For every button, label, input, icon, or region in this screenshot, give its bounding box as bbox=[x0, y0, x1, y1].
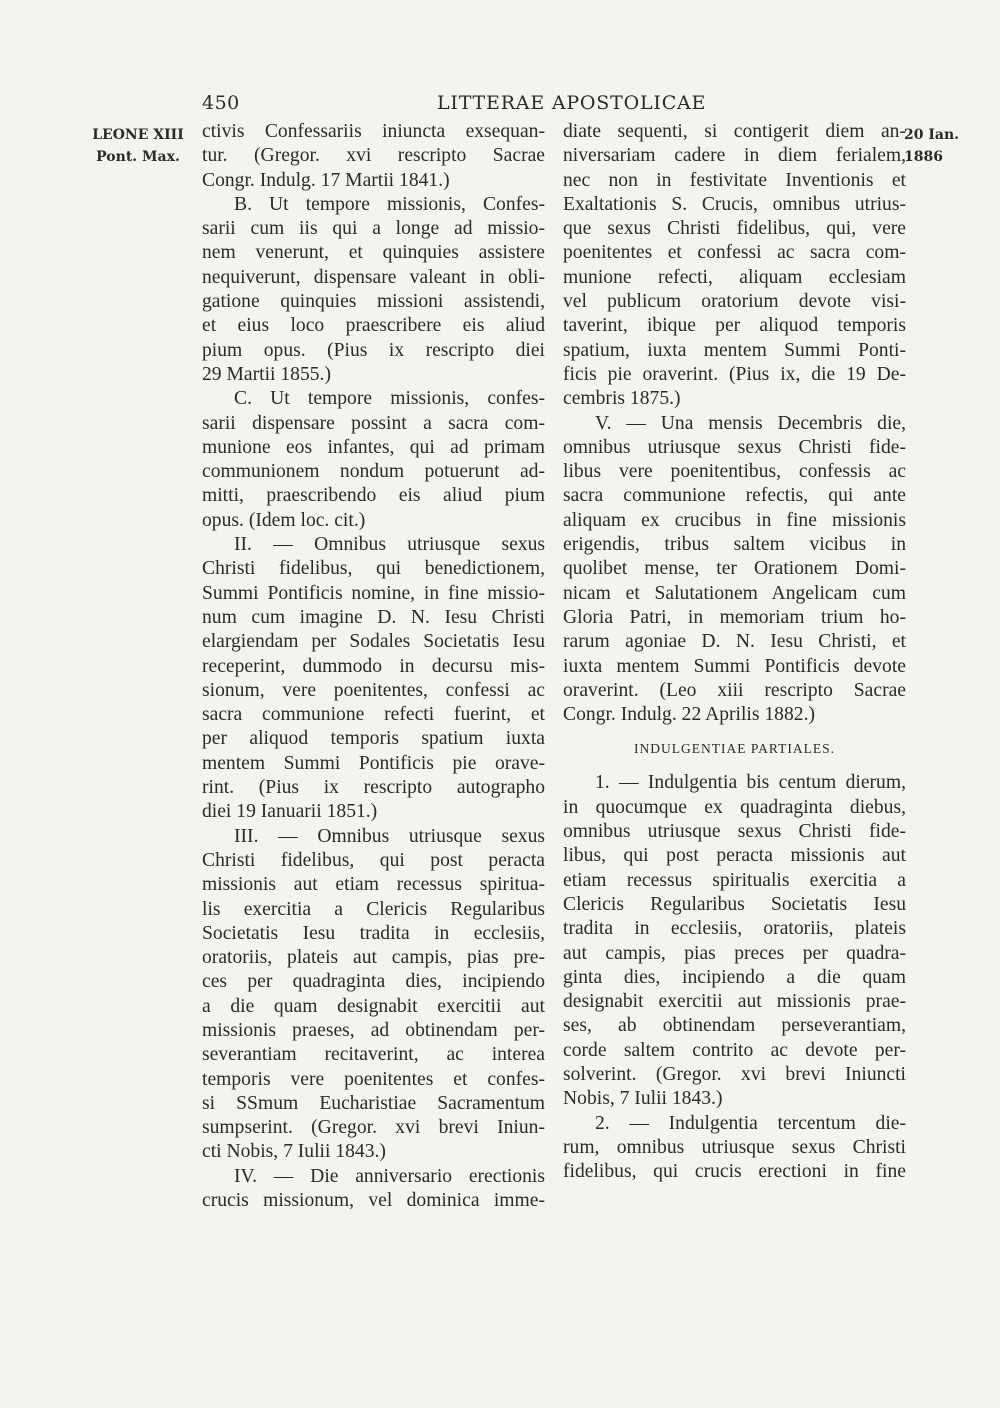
right-column-line: nec non in festivitate Inventionis et bbox=[563, 169, 906, 191]
right-column-line: ficis pie oraverint. (Pius ix, die 19 De- bbox=[563, 363, 906, 385]
right-column-line: ses, ab obtinendam perseverantiam, bbox=[563, 1015, 906, 1037]
right-column-line: sacra communione refectis, qui ante bbox=[563, 485, 906, 507]
right-column-line: ginta dies, incipiendo a die quam bbox=[563, 966, 906, 988]
running-title: LITTERAE APOSTOLICAE bbox=[437, 92, 707, 114]
left-column-line: cti Nobis, 7 Iulii 1843.) bbox=[202, 1141, 386, 1163]
right-column-line: etiam recessus spiritualis exercitia a bbox=[563, 869, 906, 891]
left-column-line: communionem nondum potuerunt ad- bbox=[202, 461, 545, 483]
left-column-line: per aliquod temporis spatium iuxta bbox=[202, 728, 545, 750]
left-column-line: nem venerunt, et quinquies assistere bbox=[202, 242, 545, 264]
left-column-line: rint. (Pius ix rescripto autographo bbox=[202, 777, 545, 799]
left-column-line: Congr. Indulg. 17 Martii 1841.) bbox=[202, 169, 450, 191]
right-column-line: rum, omnibus utriusque sexus Christi bbox=[563, 1136, 906, 1158]
left-column-line: sumpserint. (Gregor. xvi brevi Iniun- bbox=[202, 1117, 545, 1139]
right-column-line: 1. — Indulgentia bis centum dierum, bbox=[595, 772, 906, 794]
left-column-line: opus. (Idem loc. cit.) bbox=[202, 509, 366, 531]
left-column-line: Christi fidelibus, qui post peracta bbox=[202, 849, 545, 871]
right-column-line: spatium, iuxta mentem Summi Ponti- bbox=[563, 339, 906, 361]
right-column-line: que sexus Christi fidelibus, qui, vere bbox=[563, 218, 906, 240]
left-column-line: severantiam recitaverint, ac interea bbox=[202, 1044, 545, 1066]
left-column-line: sarii cum iis qui a longe ad missio- bbox=[202, 218, 545, 240]
left-column-line: mentem Summi Pontificis pie orave- bbox=[202, 752, 545, 774]
left-column bbox=[202, 120, 545, 1213]
left-column-line: diei 19 Ianuarii 1851.) bbox=[202, 801, 378, 823]
right-column-line: rarum agoniae D. N. Iesu Christi, et bbox=[563, 631, 906, 653]
left-column-line: B. Ut tempore missionis, Confes- bbox=[234, 193, 545, 215]
right-column-line: taverint, ibique per aliquod temporis bbox=[563, 315, 906, 337]
right-column-line: fidelibus, qui crucis erectioni in fine bbox=[563, 1161, 906, 1183]
margin-note-left bbox=[88, 124, 188, 168]
right-column-line: quolibet mense, ter Orationem Domi- bbox=[563, 558, 906, 580]
left-column-line: Societatis Iesu tradita in ecclesiis, bbox=[202, 922, 545, 944]
left-column-line: temporis vere poenitentes et confes- bbox=[202, 1068, 545, 1090]
right-column-line: vel publicum oratorium devote visi- bbox=[563, 291, 906, 313]
left-column-line: nequiverunt, dispensare valeant in obli- bbox=[202, 266, 545, 288]
right-column-line: Exaltationis S. Crucis, omnibus utrius- bbox=[563, 193, 906, 215]
right-column-line: Congr. Indulg. 22 Aprilis 1882.) bbox=[563, 704, 816, 726]
right-column-line: solverint. (Gregor. xvi brevi Iniuncti bbox=[563, 1063, 906, 1085]
right-column-line: libus, qui post peracta missionis aut bbox=[563, 845, 906, 867]
margin-note-left-line-1: LEONE XIII bbox=[92, 127, 184, 143]
left-column-line: II. — Omnibus utriusque sexus bbox=[234, 534, 545, 556]
right-column-line: erigendis, tribus saltem vicibus in bbox=[563, 534, 906, 556]
left-column-line: receperint, dummodo in decursu mis- bbox=[202, 655, 545, 677]
left-column-line: crucis missionum, vel dominica imme- bbox=[202, 1190, 545, 1212]
right-column-line: niversariam cadere in diem ferialem, bbox=[563, 145, 906, 167]
right-column-line: INDULGENTIAE PARTIALES. bbox=[634, 741, 835, 757]
left-column-line: 29 Martii 1855.) bbox=[202, 363, 331, 385]
left-column-line: oratoriis, plateis aut campis, pias pre- bbox=[202, 947, 545, 969]
left-column-line: gatione quinquies missioni assistendi, bbox=[202, 291, 545, 313]
right-column bbox=[563, 120, 906, 1184]
left-column-line: C. Ut tempore missionis, confes- bbox=[234, 388, 545, 410]
left-column-line: missionis praeses, ad obtinendam per- bbox=[202, 1019, 545, 1041]
margin-note-date: 20 Ian. 1886 bbox=[904, 127, 960, 165]
right-column-line: Gloria Patri, in memoriam trium ho- bbox=[563, 606, 906, 628]
right-column-line: V. — Una mensis Decembris die, bbox=[595, 412, 906, 434]
left-column-line: et eius loco praescribere eis aliud bbox=[202, 315, 545, 337]
left-column-line: ces per quadraginta dies, incipiendo bbox=[202, 971, 545, 993]
right-column-line: diate sequenti, si contigerit diem an- bbox=[563, 121, 906, 142]
right-column-line: omnibus utriusque sexus Christi fide- bbox=[563, 436, 906, 458]
right-column-line: munione refecti, aliquam ecclesiam bbox=[563, 266, 906, 288]
left-column-line: munione eos infantes, qui ad primam bbox=[202, 436, 545, 458]
right-column-line: cembris 1875.) bbox=[563, 388, 681, 410]
left-column-line: tur. (Gregor. xvi rescripto Sacrae bbox=[202, 145, 545, 167]
right-column-line: Clericis Regularibus Societatis Iesu bbox=[563, 893, 906, 915]
left-column-line: sionum, vere poenitentes, confessi ac bbox=[202, 679, 545, 701]
right-column-line: aliquam ex crucibus in fine missionis bbox=[563, 509, 906, 531]
right-column-line: libus vere poenitentibus, confessis ac bbox=[563, 461, 906, 483]
page-number: 450 bbox=[202, 92, 240, 114]
right-column-line: oraverint. (Leo xiii rescripto Sacrae bbox=[563, 679, 906, 701]
right-column-line: poenitentes et confessi ac sacra com- bbox=[563, 242, 906, 264]
left-column-line: IV. — Die anniversario erectionis bbox=[234, 1165, 545, 1187]
right-column-line: in quocumque ex quadraginta diebus, bbox=[563, 796, 906, 818]
right-column-line: corde saltem contrito ac devote per- bbox=[563, 1039, 906, 1061]
left-column-line: elargiendam per Sodales Societatis Iesu bbox=[202, 631, 545, 653]
left-column-line: sacra communione refecti fuerint, et bbox=[202, 704, 545, 726]
left-column-line: Christi fidelibus, qui benedictionem, bbox=[202, 558, 545, 580]
left-column-line: si SSmum Eucharistiae Sacramentum bbox=[202, 1092, 545, 1114]
left-column-line: ctivis Confessariis iniuncta exsequan- bbox=[202, 121, 545, 142]
right-column-line: 2. — Indulgentia tercentum die- bbox=[595, 1112, 906, 1134]
right-column-line: aut campis, pias preces per quadra- bbox=[563, 942, 906, 964]
right-column-line: designabit exercitii aut missionis prae- bbox=[563, 991, 906, 1013]
left-column-line: sarii dispensare possint a sacra com- bbox=[202, 412, 545, 434]
left-column-line: num cum imagine D. N. Iesu Christi bbox=[202, 606, 545, 628]
right-column-line: omnibus utriusque sexus Christi fide- bbox=[563, 821, 906, 843]
right-column-line: nicam et Salutationem Angelicam cum bbox=[563, 582, 906, 604]
left-column-line: a die quam designabit exercitii aut bbox=[202, 995, 545, 1017]
left-column-line: pium opus. (Pius ix rescripto diei bbox=[202, 339, 545, 361]
right-column-line: iuxta mentem Summi Pontificis devote bbox=[563, 655, 906, 677]
left-column-line: lis exercitia a Clericis Regularibus bbox=[202, 898, 545, 920]
right-column-line: Nobis, 7 Iulii 1843.) bbox=[563, 1088, 723, 1110]
right-column-line: tradita in ecclesiis, oratoriis, plateis bbox=[563, 918, 906, 940]
left-column-line: mitti, praescribendo eis aliud pium bbox=[202, 485, 545, 507]
left-column-line: missionis aut etiam recessus spiritua- bbox=[202, 874, 545, 896]
left-column-line: Summi Pontificis nomine, in fine missio- bbox=[202, 582, 545, 604]
margin-note-left-line-2: Pont. Max. bbox=[96, 149, 180, 165]
left-column-line: III. — Omnibus utriusque sexus bbox=[234, 825, 545, 847]
